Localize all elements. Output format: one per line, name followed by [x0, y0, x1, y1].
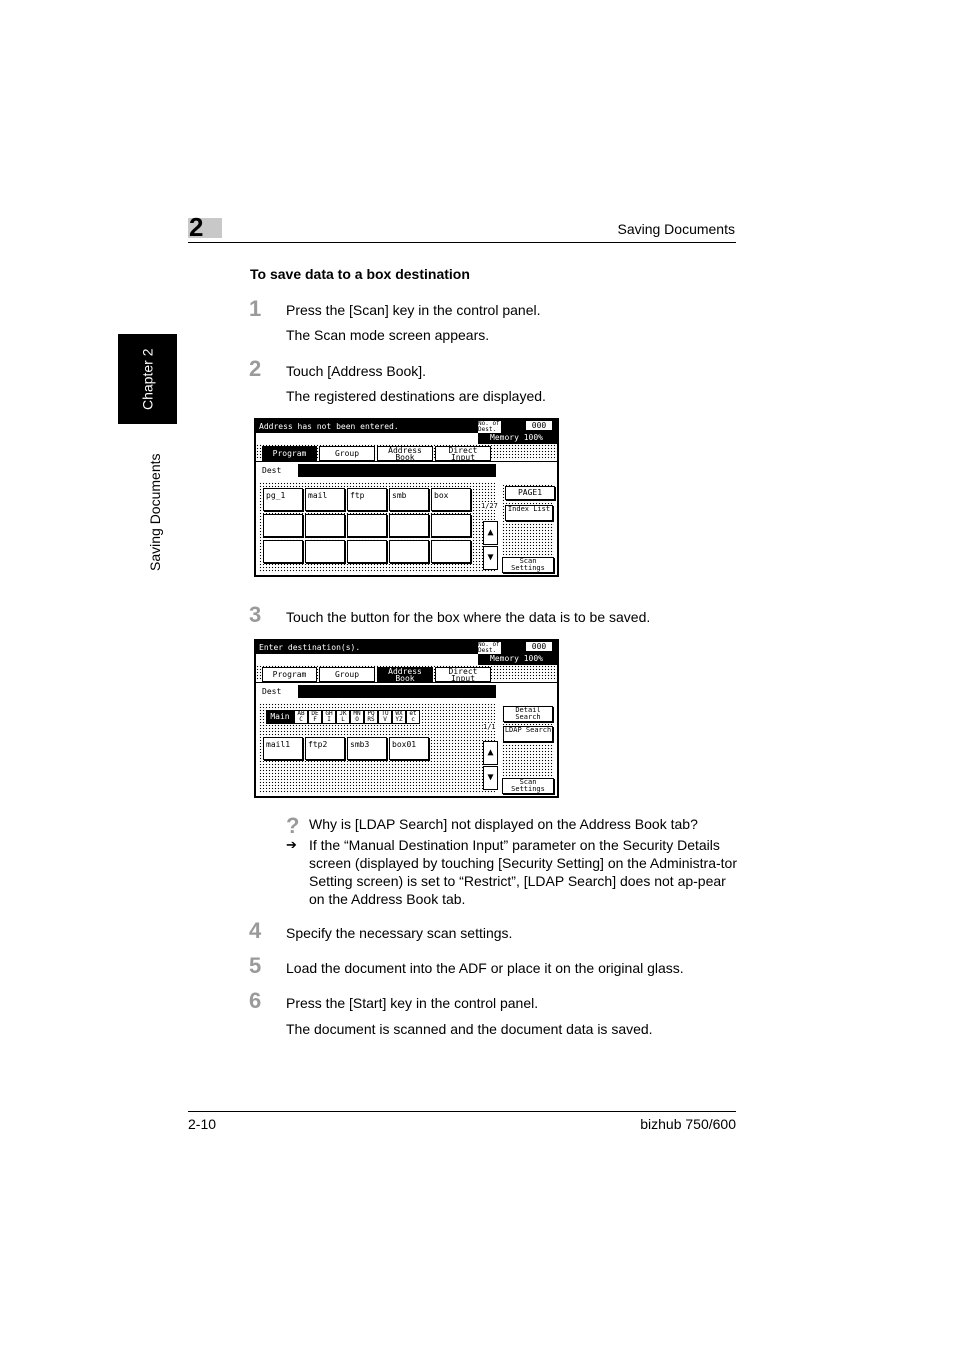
dest-count: 000 — [526, 642, 552, 651]
address-book-screen-2 — [254, 639, 559, 798]
address-book-screen-1 — [254, 418, 559, 577]
destination-slot[interactable] — [389, 514, 429, 537]
side-tab-section: Saving Documents — [147, 453, 163, 571]
destination-slot[interactable]: ftp2 — [305, 737, 345, 760]
step-result: The registered destinations are displayed. — [286, 388, 546, 404]
side-tab-chapter: Chapter 2 — [139, 348, 156, 410]
destination-slot[interactable]: pg_1 — [263, 488, 303, 511]
procedure-heading: To save data to a box destination — [250, 266, 470, 282]
destination-slot[interactable] — [431, 540, 471, 563]
scan-settings-button[interactable]: Scan Settings — [502, 778, 554, 794]
tab-direct-input[interactable]: Direct Input — [435, 446, 491, 461]
question-mark-icon: ? — [286, 813, 300, 838]
destination-slot[interactable] — [305, 514, 345, 537]
destination-slot[interactable] — [305, 540, 345, 563]
index-tab[interactable]: PQ RS — [364, 710, 378, 724]
tab-direct-input[interactable]: Direct Input — [435, 667, 491, 682]
scroll-up-icon[interactable]: ▲ — [483, 741, 498, 765]
scroll-down-icon[interactable]: ▼ — [483, 546, 498, 570]
page-counter: 1/27 — [481, 502, 498, 510]
destination-slot[interactable] — [389, 540, 429, 563]
scan-settings-button[interactable]: Scan Settings — [502, 557, 554, 573]
scroll-up-icon[interactable]: ▲ — [483, 521, 498, 545]
page-label: PAGE1 — [505, 486, 555, 500]
step-text: Touch the button for the box where the data is to be saved. — [286, 609, 651, 625]
step-number: 3 — [249, 602, 262, 627]
tab-group[interactable]: Group — [319, 667, 375, 682]
screen-message: Enter destination(s). — [256, 641, 478, 654]
dest-label: Dest — [262, 466, 282, 475]
step-number: 5 — [249, 953, 262, 978]
index-tab[interactable]: GH I — [322, 710, 336, 724]
index-tab[interactable]: AB C — [294, 710, 308, 724]
tab-address-book[interactable]: Address Book — [377, 446, 433, 461]
screen-message: Address has not been entered. — [256, 420, 478, 433]
step-number: 1 — [249, 296, 262, 321]
destination-slot[interactable]: mail1 — [263, 737, 303, 760]
dest-label: Dest — [262, 687, 282, 696]
index-tab[interactable]: TU V — [378, 710, 392, 724]
detail-search-button[interactable]: Detail Search — [503, 706, 553, 722]
step-text: Specify the necessary scan settings. — [286, 925, 513, 941]
destination-slot[interactable]: box01 — [389, 737, 429, 760]
dest-field[interactable] — [298, 685, 496, 698]
index-tab[interactable]: DE F — [308, 710, 322, 724]
page-number: 2-10 — [188, 1116, 217, 1132]
page-counter: 1/1 — [483, 723, 496, 731]
dest-count-label: No. of Dest. — [478, 641, 500, 654]
tab-address-book[interactable]: Address Book — [377, 667, 433, 682]
index-tab[interactable]: Main — [266, 710, 294, 724]
destination-slot[interactable] — [263, 540, 303, 563]
destination-slot[interactable]: smb3 — [347, 737, 387, 760]
chapter-number: 2 — [189, 212, 204, 242]
arrow-icon: ➔ — [286, 837, 297, 852]
destination-slot[interactable] — [431, 514, 471, 537]
step-number: 6 — [249, 988, 262, 1013]
step-text: Touch [Address Book]. — [286, 363, 427, 379]
dest-count-panel — [478, 641, 557, 665]
tab-group[interactable]: Group — [319, 446, 375, 461]
index-tab[interactable]: MN O — [350, 710, 364, 724]
product-name: bizhub 750/600 — [640, 1116, 736, 1132]
destination-slot[interactable] — [347, 540, 387, 563]
step-number: 4 — [249, 918, 262, 943]
destination-slot[interactable]: smb — [389, 488, 429, 511]
index-list-button[interactable]: Index List — [505, 505, 553, 521]
step-number: 2 — [249, 356, 262, 381]
step-text: Load the document into the ADF or place it on the original glass. — [286, 960, 684, 976]
index-tab[interactable]: et c — [406, 710, 420, 724]
destination-slot[interactable]: ftp — [347, 488, 387, 511]
footer-rule — [188, 1111, 736, 1112]
step-result: The document is scanned and the document data is saved. — [286, 1021, 653, 1037]
destination-slot[interactable]: mail — [305, 488, 345, 511]
scroll-down-icon[interactable]: ▼ — [483, 766, 498, 790]
tab-program[interactable]: Program — [262, 667, 317, 682]
tab-program[interactable]: Program — [262, 446, 317, 461]
dest-count-label: No. of Dest. — [478, 420, 500, 433]
ldap-search-button[interactable]: LDAP Search — [503, 726, 553, 742]
header-rule — [188, 242, 736, 243]
note-question: Why is [LDAP Search] not displayed on the Address Book tab? — [309, 816, 698, 832]
header-section-title: Saving Documents — [617, 221, 735, 237]
memory-indicator: Memory 100% — [490, 654, 543, 663]
step-result: The Scan mode screen appears. — [286, 327, 490, 343]
index-tab[interactable]: WX YZ — [392, 710, 406, 724]
note-answer: If the “Manual Destination Input” parameter on the Security Details screen (displayed by touching [Security Setting] on the Administra-tor Setting screen) is set to “Restrict”, [LDAP Search] does not ap-pear on the Address Book tab. — [309, 837, 737, 907]
memory-indicator: Memory 100% — [490, 433, 543, 442]
step-text: Press the [Scan] key in the control panel. — [286, 302, 541, 318]
destination-slot[interactable] — [263, 514, 303, 537]
dest-count: 000 — [526, 421, 552, 430]
destination-slot[interactable]: box — [431, 488, 471, 511]
dest-count-panel — [478, 420, 557, 444]
step-text: Press the [Start] key in the control panel. — [286, 995, 539, 1011]
dest-field[interactable] — [298, 464, 496, 477]
index-tab[interactable]: JK L — [336, 710, 350, 724]
destination-slot[interactable] — [347, 514, 387, 537]
